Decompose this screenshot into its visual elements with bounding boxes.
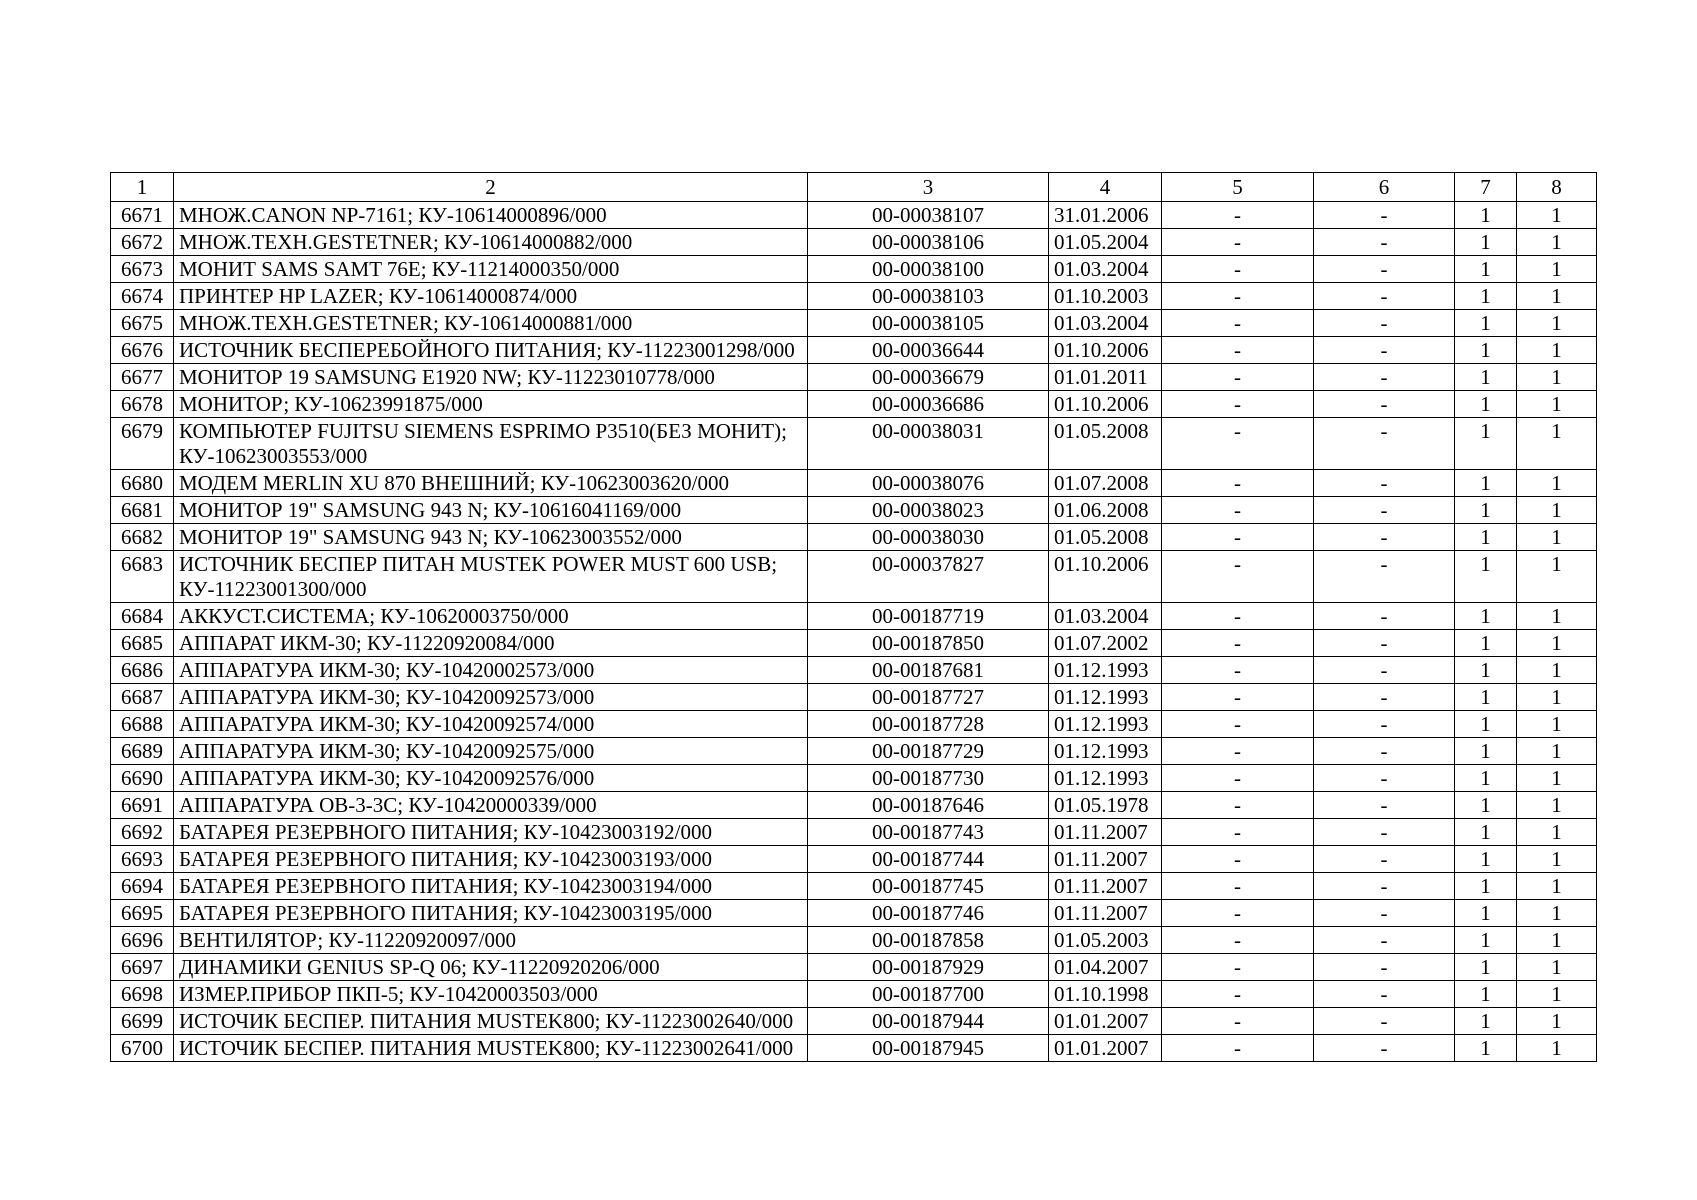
col8-cell: 1 xyxy=(1517,846,1597,873)
column-header: 4 xyxy=(1049,173,1162,202)
col7-cell: 1 xyxy=(1455,551,1517,603)
col5-cell: - xyxy=(1162,1035,1314,1062)
col8-cell: 1 xyxy=(1517,711,1597,738)
table-row xyxy=(111,1008,1597,1035)
inventory-code: 00-00187944 xyxy=(808,1008,1049,1035)
date-cell: 01.05.2008 xyxy=(1049,418,1162,470)
item-name: БАТАРЕЯ РЕЗЕРВНОГО ПИТАНИЯ; КУ-10423003192/000 xyxy=(174,819,808,846)
table-row xyxy=(111,202,1597,229)
inventory-code: 00-00187729 xyxy=(808,738,1049,765)
column-header: 5 xyxy=(1162,173,1314,202)
inventory-code: 00-00038030 xyxy=(808,524,1049,551)
date-cell: 01.10.2006 xyxy=(1049,551,1162,603)
row-number: 6676 xyxy=(111,337,174,364)
col6-cell: - xyxy=(1314,765,1455,792)
row-number: 6680 xyxy=(111,470,174,497)
col5-cell: - xyxy=(1162,551,1314,603)
row-number: 6695 xyxy=(111,900,174,927)
col7-cell: 1 xyxy=(1455,765,1517,792)
col7-cell: 1 xyxy=(1455,1008,1517,1035)
col6-cell: - xyxy=(1314,981,1455,1008)
col5-cell: - xyxy=(1162,310,1314,337)
col5-cell: - xyxy=(1162,418,1314,470)
date-cell: 01.10.2006 xyxy=(1049,391,1162,418)
col5-cell: - xyxy=(1162,738,1314,765)
inventory-code: 00-00187700 xyxy=(808,981,1049,1008)
table-row xyxy=(111,310,1597,337)
col6-cell: - xyxy=(1314,630,1455,657)
date-cell: 01.12.1993 xyxy=(1049,684,1162,711)
col7-cell: 1 xyxy=(1455,711,1517,738)
inventory-code: 00-00038023 xyxy=(808,497,1049,524)
inventory-code: 00-00038031 xyxy=(808,418,1049,470)
table-row xyxy=(111,391,1597,418)
item-name: ДИНАМИКИ GENIUS SP-Q 06; КУ-11220920206/000 xyxy=(174,954,808,981)
col8-cell: 1 xyxy=(1517,954,1597,981)
col7-cell: 1 xyxy=(1455,337,1517,364)
table-row xyxy=(111,229,1597,256)
col5-cell: - xyxy=(1162,981,1314,1008)
date-cell: 01.01.2007 xyxy=(1049,1008,1162,1035)
col7-cell: 1 xyxy=(1455,470,1517,497)
col7-cell: 1 xyxy=(1455,524,1517,551)
item-name: АККУСТ.СИСТЕМА; КУ-10620003750/000 xyxy=(174,603,808,630)
date-cell: 01.05.2003 xyxy=(1049,927,1162,954)
col8-cell: 1 xyxy=(1517,202,1597,229)
row-number: 6683 xyxy=(111,551,174,603)
inventory-code: 00-00187728 xyxy=(808,711,1049,738)
col6-cell: - xyxy=(1314,470,1455,497)
col5-cell: - xyxy=(1162,1008,1314,1035)
date-cell: 01.03.2004 xyxy=(1049,603,1162,630)
col7-cell: 1 xyxy=(1455,256,1517,283)
row-number: 6675 xyxy=(111,310,174,337)
column-header: 2 xyxy=(174,173,808,202)
row-number: 6678 xyxy=(111,391,174,418)
inventory-code: 00-00187929 xyxy=(808,954,1049,981)
date-cell: 01.11.2007 xyxy=(1049,873,1162,900)
item-name: МНОЖ.ТЕХН.GESTETNER; КУ-10614000881/000 xyxy=(174,310,808,337)
col6-cell: - xyxy=(1314,202,1455,229)
table-row xyxy=(111,981,1597,1008)
inventory-code: 00-00038105 xyxy=(808,310,1049,337)
date-cell: 01.12.1993 xyxy=(1049,738,1162,765)
col7-cell: 1 xyxy=(1455,229,1517,256)
col8-cell: 1 xyxy=(1517,391,1597,418)
item-name: ИСТОЧНИК БЕСПЕР ПИТАН MUSTEK POWER MUST 600 USB; КУ-11223001300/000 xyxy=(174,551,808,603)
col6-cell: - xyxy=(1314,954,1455,981)
row-number: 6684 xyxy=(111,603,174,630)
date-cell: 01.01.2007 xyxy=(1049,1035,1162,1062)
col6-cell: - xyxy=(1314,819,1455,846)
table-row xyxy=(111,819,1597,846)
col8-cell: 1 xyxy=(1517,470,1597,497)
col8-cell: 1 xyxy=(1517,283,1597,310)
col5-cell: - xyxy=(1162,524,1314,551)
row-number: 6700 xyxy=(111,1035,174,1062)
date-cell: 01.10.2006 xyxy=(1049,337,1162,364)
col8-cell: 1 xyxy=(1517,684,1597,711)
row-number: 6692 xyxy=(111,819,174,846)
inventory-code: 00-00187646 xyxy=(808,792,1049,819)
col8-cell: 1 xyxy=(1517,524,1597,551)
col6-cell: - xyxy=(1314,524,1455,551)
row-number: 6677 xyxy=(111,364,174,391)
item-name: БАТАРЕЯ РЕЗЕРВНОГО ПИТАНИЯ; КУ-10423003195/000 xyxy=(174,900,808,927)
inventory-code: 00-00036686 xyxy=(808,391,1049,418)
item-name: БАТАРЕЯ РЕЗЕРВНОГО ПИТАНИЯ; КУ-10423003193/000 xyxy=(174,846,808,873)
col5-cell: - xyxy=(1162,603,1314,630)
col6-cell: - xyxy=(1314,846,1455,873)
table-row xyxy=(111,684,1597,711)
col7-cell: 1 xyxy=(1455,792,1517,819)
col6-cell: - xyxy=(1314,738,1455,765)
column-header: 6 xyxy=(1314,173,1455,202)
table-row xyxy=(111,418,1597,470)
row-number: 6693 xyxy=(111,846,174,873)
inventory-code: 00-00187743 xyxy=(808,819,1049,846)
col5-cell: - xyxy=(1162,256,1314,283)
col8-cell: 1 xyxy=(1517,497,1597,524)
date-cell: 01.11.2007 xyxy=(1049,819,1162,846)
date-cell: 01.12.1993 xyxy=(1049,765,1162,792)
row-number: 6690 xyxy=(111,765,174,792)
col6-cell: - xyxy=(1314,256,1455,283)
inventory-code: 00-00038106 xyxy=(808,229,1049,256)
col6-cell: - xyxy=(1314,900,1455,927)
row-number: 6699 xyxy=(111,1008,174,1035)
col8-cell: 1 xyxy=(1517,738,1597,765)
col7-cell: 1 xyxy=(1455,418,1517,470)
col7-cell: 1 xyxy=(1455,283,1517,310)
item-name: АППАРАТУРА ИКМ-30; КУ-10420092573/000 xyxy=(174,684,808,711)
col7-cell: 1 xyxy=(1455,391,1517,418)
col8-cell: 1 xyxy=(1517,551,1597,603)
col5-cell: - xyxy=(1162,202,1314,229)
row-number: 6682 xyxy=(111,524,174,551)
col8-cell: 1 xyxy=(1517,256,1597,283)
col8-cell: 1 xyxy=(1517,310,1597,337)
col7-cell: 1 xyxy=(1455,202,1517,229)
col5-cell: - xyxy=(1162,470,1314,497)
col7-cell: 1 xyxy=(1455,684,1517,711)
item-name: МНОЖ.ТЕХН.GESTETNER; КУ-10614000882/000 xyxy=(174,229,808,256)
item-name: ИСТОЧИК БЕСПЕР. ПИТАНИЯ MUSTEK800; КУ-11223002641/000 xyxy=(174,1035,808,1062)
item-name: ВЕНТИЛЯТОР; КУ-11220920097/000 xyxy=(174,927,808,954)
item-name: МНОЖ.CANON NP-7161; КУ-10614000896/000 xyxy=(174,202,808,229)
col7-cell: 1 xyxy=(1455,900,1517,927)
item-name: АППАРАТУРА ОВ-3-3С; КУ-10420000339/000 xyxy=(174,792,808,819)
col7-cell: 1 xyxy=(1455,846,1517,873)
col7-cell: 1 xyxy=(1455,954,1517,981)
row-number: 6694 xyxy=(111,873,174,900)
col5-cell: - xyxy=(1162,873,1314,900)
col8-cell: 1 xyxy=(1517,630,1597,657)
table-row xyxy=(111,1035,1597,1062)
inventory-code: 00-00036644 xyxy=(808,337,1049,364)
col8-cell: 1 xyxy=(1517,1008,1597,1035)
inventory-code: 00-00187744 xyxy=(808,846,1049,873)
col6-cell: - xyxy=(1314,551,1455,603)
col5-cell: - xyxy=(1162,927,1314,954)
column-header: 3 xyxy=(808,173,1049,202)
col8-cell: 1 xyxy=(1517,765,1597,792)
col5-cell: - xyxy=(1162,684,1314,711)
inventory-code: 00-00187746 xyxy=(808,900,1049,927)
inventory-code: 00-00187681 xyxy=(808,657,1049,684)
date-cell: 01.10.2003 xyxy=(1049,283,1162,310)
col5-cell: - xyxy=(1162,497,1314,524)
row-number: 6689 xyxy=(111,738,174,765)
col7-cell: 1 xyxy=(1455,1035,1517,1062)
col7-cell: 1 xyxy=(1455,738,1517,765)
col6-cell: - xyxy=(1314,310,1455,337)
header-row xyxy=(111,173,1597,202)
inventory-code: 00-00038100 xyxy=(808,256,1049,283)
table-row xyxy=(111,470,1597,497)
table-row xyxy=(111,846,1597,873)
col8-cell: 1 xyxy=(1517,927,1597,954)
col5-cell: - xyxy=(1162,765,1314,792)
row-number: 6698 xyxy=(111,981,174,1008)
col8-cell: 1 xyxy=(1517,900,1597,927)
col6-cell: - xyxy=(1314,337,1455,364)
col8-cell: 1 xyxy=(1517,657,1597,684)
date-cell: 01.11.2007 xyxy=(1049,846,1162,873)
col6-cell: - xyxy=(1314,657,1455,684)
date-cell: 01.06.2008 xyxy=(1049,497,1162,524)
row-number: 6681 xyxy=(111,497,174,524)
date-cell: 31.01.2006 xyxy=(1049,202,1162,229)
date-cell: 01.04.2007 xyxy=(1049,954,1162,981)
col6-cell: - xyxy=(1314,684,1455,711)
col6-cell: - xyxy=(1314,792,1455,819)
inventory-code: 00-00038103 xyxy=(808,283,1049,310)
col5-cell: - xyxy=(1162,364,1314,391)
col5-cell: - xyxy=(1162,819,1314,846)
col6-cell: - xyxy=(1314,497,1455,524)
date-cell: 01.07.2002 xyxy=(1049,630,1162,657)
table-row xyxy=(111,711,1597,738)
row-number: 6679 xyxy=(111,418,174,470)
row-number: 6672 xyxy=(111,229,174,256)
column-header: 8 xyxy=(1517,173,1597,202)
inventory-code: 00-00187858 xyxy=(808,927,1049,954)
col6-cell: - xyxy=(1314,603,1455,630)
col6-cell: - xyxy=(1314,364,1455,391)
inventory-code: 00-00036679 xyxy=(808,364,1049,391)
row-number: 6697 xyxy=(111,954,174,981)
col5-cell: - xyxy=(1162,900,1314,927)
col5-cell: - xyxy=(1162,846,1314,873)
col7-cell: 1 xyxy=(1455,873,1517,900)
item-name: АППАРАТУРА ИКМ-30; КУ-10420002573/000 xyxy=(174,657,808,684)
item-name: МОНИТОР 19 SAMSUNG E1920 NW; КУ-11223010778/000 xyxy=(174,364,808,391)
table-row xyxy=(111,256,1597,283)
date-cell: 01.07.2008 xyxy=(1049,470,1162,497)
table-row xyxy=(111,927,1597,954)
col5-cell: - xyxy=(1162,954,1314,981)
col6-cell: - xyxy=(1314,927,1455,954)
inventory-code: 00-00187745 xyxy=(808,873,1049,900)
col8-cell: 1 xyxy=(1517,981,1597,1008)
inventory-code: 00-00038107 xyxy=(808,202,1049,229)
row-number: 6686 xyxy=(111,657,174,684)
item-name: МОНИТОР; КУ-10623991875/000 xyxy=(174,391,808,418)
table-row xyxy=(111,765,1597,792)
row-number: 6674 xyxy=(111,283,174,310)
table-row xyxy=(111,551,1597,603)
row-number: 6673 xyxy=(111,256,174,283)
col6-cell: - xyxy=(1314,873,1455,900)
col8-cell: 1 xyxy=(1517,418,1597,470)
table-row xyxy=(111,364,1597,391)
item-name: АППАРАТУРА ИКМ-30; КУ-10420092575/000 xyxy=(174,738,808,765)
table-row xyxy=(111,603,1597,630)
item-name: МОНИТ SAMS SAMT 76E; КУ-11214000350/000 xyxy=(174,256,808,283)
inventory-code: 00-00187727 xyxy=(808,684,1049,711)
col6-cell: - xyxy=(1314,391,1455,418)
col7-cell: 1 xyxy=(1455,603,1517,630)
date-cell: 01.01.2011 xyxy=(1049,364,1162,391)
column-header: 7 xyxy=(1455,173,1517,202)
inventory-table xyxy=(110,172,1597,1062)
item-name: МОНИТОР 19" SAMSUNG 943 N; КУ-10616041169/000 xyxy=(174,497,808,524)
inventory-code: 00-00187730 xyxy=(808,765,1049,792)
date-cell: 01.03.2004 xyxy=(1049,310,1162,337)
row-number: 6688 xyxy=(111,711,174,738)
col8-cell: 1 xyxy=(1517,792,1597,819)
item-name: ИЗМЕР.ПРИБОР ПКП-5; КУ-10420003503/000 xyxy=(174,981,808,1008)
item-name: МОДЕМ MERLIN XU 870 ВНЕШНИЙ; КУ-10623003620/000 xyxy=(174,470,808,497)
col8-cell: 1 xyxy=(1517,337,1597,364)
item-name: ПРИНТЕР HP LAZER; КУ-10614000874/000 xyxy=(174,283,808,310)
table-body xyxy=(111,202,1597,1062)
col6-cell: - xyxy=(1314,711,1455,738)
table-row xyxy=(111,283,1597,310)
date-cell: 01.03.2004 xyxy=(1049,256,1162,283)
item-name: АППАРАТУРА ИКМ-30; КУ-10420092576/000 xyxy=(174,765,808,792)
col6-cell: - xyxy=(1314,283,1455,310)
table-row xyxy=(111,792,1597,819)
col6-cell: - xyxy=(1314,1035,1455,1062)
col6-cell: - xyxy=(1314,1008,1455,1035)
date-cell: 01.12.1993 xyxy=(1049,657,1162,684)
col8-cell: 1 xyxy=(1517,229,1597,256)
table-row xyxy=(111,954,1597,981)
item-name: БАТАРЕЯ РЕЗЕРВНОГО ПИТАНИЯ; КУ-10423003194/000 xyxy=(174,873,808,900)
row-number: 6696 xyxy=(111,927,174,954)
table-row xyxy=(111,738,1597,765)
col5-cell: - xyxy=(1162,711,1314,738)
col7-cell: 1 xyxy=(1455,364,1517,391)
col7-cell: 1 xyxy=(1455,819,1517,846)
table-row xyxy=(111,657,1597,684)
row-number: 6687 xyxy=(111,684,174,711)
col6-cell: - xyxy=(1314,418,1455,470)
table-row xyxy=(111,900,1597,927)
col8-cell: 1 xyxy=(1517,603,1597,630)
col7-cell: 1 xyxy=(1455,497,1517,524)
date-cell: 01.05.1978 xyxy=(1049,792,1162,819)
col5-cell: - xyxy=(1162,792,1314,819)
col5-cell: - xyxy=(1162,283,1314,310)
inventory-code: 00-00187719 xyxy=(808,603,1049,630)
item-name: МОНИТОР 19" SAMSUNG 943 N; КУ-10623003552/000 xyxy=(174,524,808,551)
table-row xyxy=(111,524,1597,551)
date-cell: 01.11.2007 xyxy=(1049,900,1162,927)
inventory-code: 00-00187850 xyxy=(808,630,1049,657)
col5-cell: - xyxy=(1162,229,1314,256)
col7-cell: 1 xyxy=(1455,657,1517,684)
col8-cell: 1 xyxy=(1517,873,1597,900)
row-number: 6671 xyxy=(111,202,174,229)
inventory-code: 00-00038076 xyxy=(808,470,1049,497)
date-cell: 01.05.2008 xyxy=(1049,524,1162,551)
table-row xyxy=(111,873,1597,900)
item-name: ИСТОЧНИК БЕСПЕРЕБОЙНОГО ПИТАНИЯ; КУ-11223001298/000 xyxy=(174,337,808,364)
table-row xyxy=(111,337,1597,364)
col8-cell: 1 xyxy=(1517,364,1597,391)
item-name: АППАРАТУРА ИКМ-30; КУ-10420092574/000 xyxy=(174,711,808,738)
col5-cell: - xyxy=(1162,657,1314,684)
inventory-code: 00-00187945 xyxy=(808,1035,1049,1062)
col8-cell: 1 xyxy=(1517,1035,1597,1062)
col5-cell: - xyxy=(1162,337,1314,364)
row-number: 6685 xyxy=(111,630,174,657)
col7-cell: 1 xyxy=(1455,927,1517,954)
column-header: 1 xyxy=(111,173,174,202)
date-cell: 01.05.2004 xyxy=(1049,229,1162,256)
row-number: 6691 xyxy=(111,792,174,819)
col6-cell: - xyxy=(1314,229,1455,256)
col8-cell: 1 xyxy=(1517,819,1597,846)
col5-cell: - xyxy=(1162,630,1314,657)
col7-cell: 1 xyxy=(1455,310,1517,337)
col7-cell: 1 xyxy=(1455,630,1517,657)
col5-cell: - xyxy=(1162,391,1314,418)
col7-cell: 1 xyxy=(1455,981,1517,1008)
date-cell: 01.10.1998 xyxy=(1049,981,1162,1008)
item-name: КОМПЬЮТЕР FUJITSU SIEMENS ESPRIMO P3510(БЕЗ МОНИТ); КУ-10623003553/000 xyxy=(174,418,808,470)
item-name: АППАРАТ ИКМ-30; КУ-11220920084/000 xyxy=(174,630,808,657)
item-name: ИСТОЧИК БЕСПЕР. ПИТАНИЯ MUSTEK800; КУ-11223002640/000 xyxy=(174,1008,808,1035)
inventory-code: 00-00037827 xyxy=(808,551,1049,603)
table-row xyxy=(111,630,1597,657)
table-row xyxy=(111,497,1597,524)
date-cell: 01.12.1993 xyxy=(1049,711,1162,738)
